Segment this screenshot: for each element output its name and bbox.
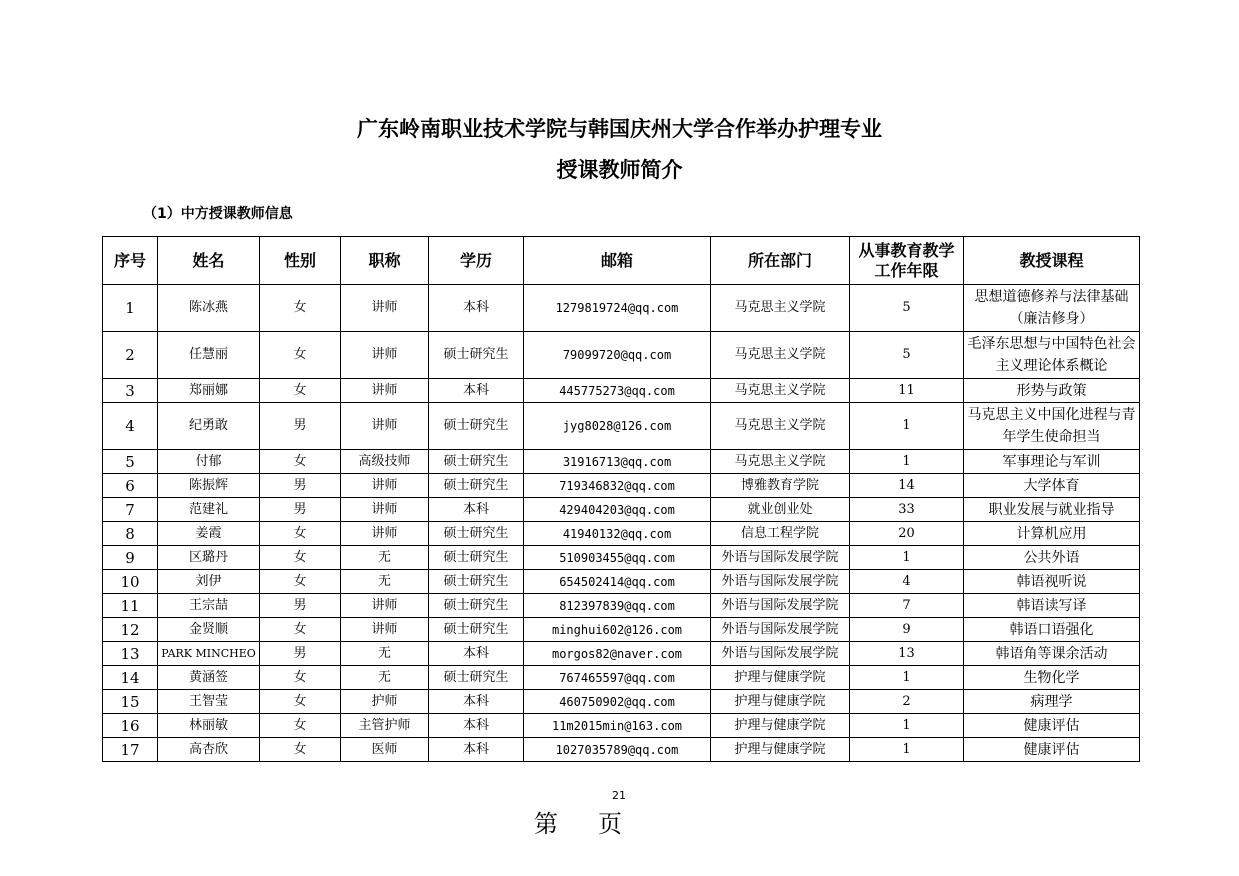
cell-col-education: 硕士研究生 (429, 594, 524, 618)
table-row (103, 379, 1140, 403)
cell-col-years: 1 (850, 666, 964, 690)
cell-col-education: 本科 (429, 642, 524, 666)
table-row (103, 546, 1140, 570)
cell-col-years: 9 (850, 618, 964, 642)
cell-col-name: 王智莹 (158, 690, 260, 714)
cell-col-department: 护理与健康学院 (711, 738, 850, 762)
table-row (103, 522, 1140, 546)
table-row (103, 594, 1140, 618)
cell-col-email: 1027035789@qq.com (524, 738, 711, 762)
cell-col-course: 职业发展与就业指导 (964, 498, 1140, 522)
cell-col-department: 护理与健康学院 (711, 714, 850, 738)
cell-col-email: 41940132@qq.com (524, 522, 711, 546)
cell-col-education: 本科 (429, 738, 524, 762)
cell-col-email: 79099720@qq.com (524, 332, 711, 379)
cell-col-course: 形势与政策 (964, 379, 1140, 403)
cell-col-title: 护师 (341, 690, 429, 714)
cell-col-index: 5 (103, 450, 158, 474)
cell-col-department: 外语与国际发展学院 (711, 546, 850, 570)
cell-col-email: 445775273@qq.com (524, 379, 711, 403)
cell-col-gender: 女 (260, 285, 341, 332)
cell-col-years: 7 (850, 594, 964, 618)
header-col-course: 教授课程 (964, 237, 1140, 285)
cell-col-name: 陈振辉 (158, 474, 260, 498)
header-col-education: 学历 (429, 237, 524, 285)
cell-col-years: 14 (850, 474, 964, 498)
cell-col-course: 大学体育 (964, 474, 1140, 498)
cell-col-education: 本科 (429, 714, 524, 738)
header-col-years: 从事教育教学工作年限 (850, 237, 964, 285)
table-row (103, 498, 1140, 522)
cell-col-gender: 男 (260, 498, 341, 522)
cell-col-education: 本科 (429, 498, 524, 522)
cell-col-gender: 女 (260, 738, 341, 762)
header-col-index: 序号 (103, 237, 158, 285)
cell-col-education: 硕士研究生 (429, 666, 524, 690)
cell-col-name: 陈冰燕 (158, 285, 260, 332)
cell-col-title: 讲师 (341, 332, 429, 379)
cell-col-name: 郑丽娜 (158, 379, 260, 403)
cell-col-course: 健康评估 (964, 714, 1140, 738)
cell-col-email: 767465597@qq.com (524, 666, 711, 690)
cell-col-index: 9 (103, 546, 158, 570)
table-row (103, 618, 1140, 642)
table-row (103, 666, 1140, 690)
page-number: 21 (612, 789, 626, 802)
cell-col-email: jyg8028@126.com (524, 403, 711, 450)
cell-col-years: 5 (850, 285, 964, 332)
cell-col-email: 460750902@qq.com (524, 690, 711, 714)
cell-col-index: 6 (103, 474, 158, 498)
table-row (103, 714, 1140, 738)
cell-col-department: 博雅教育学院 (711, 474, 850, 498)
cell-col-years: 33 (850, 498, 964, 522)
table-row (103, 474, 1140, 498)
cell-col-years: 20 (850, 522, 964, 546)
cell-col-title: 医师 (341, 738, 429, 762)
cell-col-email: 31916713@qq.com (524, 450, 711, 474)
cell-col-gender: 女 (260, 332, 341, 379)
cell-col-email: 510903455@qq.com (524, 546, 711, 570)
table-body (103, 285, 1140, 762)
cell-col-years: 13 (850, 642, 964, 666)
cell-col-education: 硕士研究生 (429, 450, 524, 474)
cell-col-name: 付郁 (158, 450, 260, 474)
cell-col-name: 姜霞 (158, 522, 260, 546)
table-row (103, 285, 1140, 332)
cell-col-department: 护理与健康学院 (711, 690, 850, 714)
cell-col-years: 4 (850, 570, 964, 594)
page-label-char-1: 第 (534, 810, 558, 838)
cell-col-years: 5 (850, 332, 964, 379)
cell-col-title: 无 (341, 546, 429, 570)
cell-col-index: 12 (103, 618, 158, 642)
cell-col-department: 马克思主义学院 (711, 285, 850, 332)
table-row (103, 642, 1140, 666)
cell-col-course: 公共外语 (964, 546, 1140, 570)
table-row (103, 332, 1140, 379)
cell-col-department: 马克思主义学院 (711, 450, 850, 474)
cell-col-email: 429404203@qq.com (524, 498, 711, 522)
cell-col-index: 7 (103, 498, 158, 522)
cell-col-name: 林丽敏 (158, 714, 260, 738)
cell-col-name: 区璐丹 (158, 546, 260, 570)
table-header-row (103, 237, 1140, 285)
cell-col-gender: 女 (260, 666, 341, 690)
cell-col-education: 本科 (429, 379, 524, 403)
cell-col-years: 1 (850, 738, 964, 762)
document-subtitle: 授课教师简介 (556, 158, 683, 182)
cell-col-email: morgos82@naver.com (524, 642, 711, 666)
cell-col-index: 15 (103, 690, 158, 714)
cell-col-gender: 女 (260, 450, 341, 474)
page-label (534, 804, 622, 839)
cell-col-years: 2 (850, 690, 964, 714)
cell-col-course: 毛泽东思想与中国特色社会主义理论体系概论 (964, 332, 1140, 379)
page-label-char-2: 页 (598, 810, 622, 838)
cell-col-course: 韩语角等课余活动 (964, 642, 1140, 666)
cell-col-title: 讲师 (341, 285, 429, 332)
header-col-email: 邮箱 (524, 237, 711, 285)
cell-col-email: 812397839@qq.com (524, 594, 711, 618)
table-row (103, 403, 1140, 450)
cell-col-course: 病理学 (964, 690, 1140, 714)
cell-col-title: 高级技师 (341, 450, 429, 474)
cell-col-index: 8 (103, 522, 158, 546)
cell-col-department: 就业创业处 (711, 498, 850, 522)
cell-col-email: 11m2015min@163.com (524, 714, 711, 738)
cell-col-education: 硕士研究生 (429, 570, 524, 594)
cell-col-gender: 女 (260, 618, 341, 642)
cell-col-name: 纪勇敢 (158, 403, 260, 450)
table-row (103, 450, 1140, 474)
cell-col-name: 黄涵签 (158, 666, 260, 690)
cell-col-index: 2 (103, 332, 158, 379)
cell-col-gender: 男 (260, 403, 341, 450)
teacher-table (102, 236, 1140, 762)
cell-col-department: 外语与国际发展学院 (711, 618, 850, 642)
cell-col-index: 1 (103, 285, 158, 332)
cell-col-index: 11 (103, 594, 158, 618)
cell-col-education: 硕士研究生 (429, 522, 524, 546)
cell-col-index: 14 (103, 666, 158, 690)
cell-col-department: 信息工程学院 (711, 522, 850, 546)
cell-col-course: 韩语读写译 (964, 594, 1140, 618)
header-col-name: 姓名 (158, 237, 260, 285)
cell-col-name: 高杏欣 (158, 738, 260, 762)
cell-col-index: 17 (103, 738, 158, 762)
cell-col-course: 计算机应用 (964, 522, 1140, 546)
cell-col-department: 马克思主义学院 (711, 332, 850, 379)
cell-col-index: 13 (103, 642, 158, 666)
cell-col-course: 韩语口语强化 (964, 618, 1140, 642)
cell-col-email: minghui602@126.com (524, 618, 711, 642)
cell-col-gender: 男 (260, 474, 341, 498)
cell-col-name: 王宗喆 (158, 594, 260, 618)
cell-col-index: 4 (103, 403, 158, 450)
cell-col-index: 3 (103, 379, 158, 403)
cell-col-department: 护理与健康学院 (711, 666, 850, 690)
cell-col-name: 任慧丽 (158, 332, 260, 379)
cell-col-gender: 女 (260, 570, 341, 594)
header-col-title: 职称 (341, 237, 429, 285)
cell-col-title: 讲师 (341, 618, 429, 642)
cell-col-years: 1 (850, 450, 964, 474)
cell-col-course: 健康评估 (964, 738, 1140, 762)
cell-col-education: 硕士研究生 (429, 474, 524, 498)
cell-col-department: 外语与国际发展学院 (711, 642, 850, 666)
cell-col-course: 韩语视听说 (964, 570, 1140, 594)
cell-col-education: 硕士研究生 (429, 332, 524, 379)
cell-col-index: 16 (103, 714, 158, 738)
cell-col-gender: 女 (260, 546, 341, 570)
cell-col-education: 本科 (429, 285, 524, 332)
cell-col-course: 军事理论与军训 (964, 450, 1140, 474)
cell-col-name: 范建礼 (158, 498, 260, 522)
cell-col-title: 讲师 (341, 498, 429, 522)
cell-col-title: 讲师 (341, 379, 429, 403)
cell-col-gender: 男 (260, 642, 341, 666)
document-title: 广东岭南职业技术学院与韩国庆州大学合作举办护理专业 (357, 117, 882, 141)
cell-col-years: 11 (850, 379, 964, 403)
cell-col-gender: 女 (260, 522, 341, 546)
cell-col-department: 外语与国际发展学院 (711, 594, 850, 618)
cell-col-gender: 男 (260, 594, 341, 618)
cell-col-department: 外语与国际发展学院 (711, 570, 850, 594)
header-col-gender: 性别 (260, 237, 341, 285)
cell-col-title: 无 (341, 570, 429, 594)
cell-col-name: 金贤顺 (158, 618, 260, 642)
cell-col-education: 硕士研究生 (429, 546, 524, 570)
cell-col-title: 讲师 (341, 403, 429, 450)
cell-col-email: 654502414@qq.com (524, 570, 711, 594)
cell-col-years: 1 (850, 714, 964, 738)
cell-col-department: 马克思主义学院 (711, 379, 850, 403)
cell-col-title: 讲师 (341, 474, 429, 498)
cell-col-email: 719346832@qq.com (524, 474, 711, 498)
cell-col-course: 思想道德修养与法律基础（廉洁修身） (964, 285, 1140, 332)
cell-col-education: 硕士研究生 (429, 403, 524, 450)
table-row (103, 690, 1140, 714)
table-row (103, 738, 1140, 762)
cell-col-title: 讲师 (341, 594, 429, 618)
cell-col-years: 1 (850, 403, 964, 450)
cell-col-title: 无 (341, 642, 429, 666)
table-row (103, 570, 1140, 594)
cell-col-education: 本科 (429, 690, 524, 714)
cell-col-course: 马克思主义中国化进程与青年学生使命担当 (964, 403, 1140, 450)
cell-col-name: PARK MINCHEO (158, 642, 260, 666)
cell-col-title: 无 (341, 666, 429, 690)
cell-col-department: 马克思主义学院 (711, 403, 850, 450)
cell-col-gender: 女 (260, 714, 341, 738)
cell-col-title: 主管护师 (341, 714, 429, 738)
cell-col-title: 讲师 (341, 522, 429, 546)
cell-col-course: 生物化学 (964, 666, 1140, 690)
header-col-department: 所在部门 (711, 237, 850, 285)
cell-col-index: 10 (103, 570, 158, 594)
cell-col-name: 刘伊 (158, 570, 260, 594)
cell-col-email: 1279819724@qq.com (524, 285, 711, 332)
cell-col-education: 硕士研究生 (429, 618, 524, 642)
cell-col-years: 1 (850, 546, 964, 570)
cell-col-gender: 女 (260, 379, 341, 403)
cell-col-gender: 女 (260, 690, 341, 714)
section-heading: （1）中方授课教师信息 (143, 206, 293, 222)
